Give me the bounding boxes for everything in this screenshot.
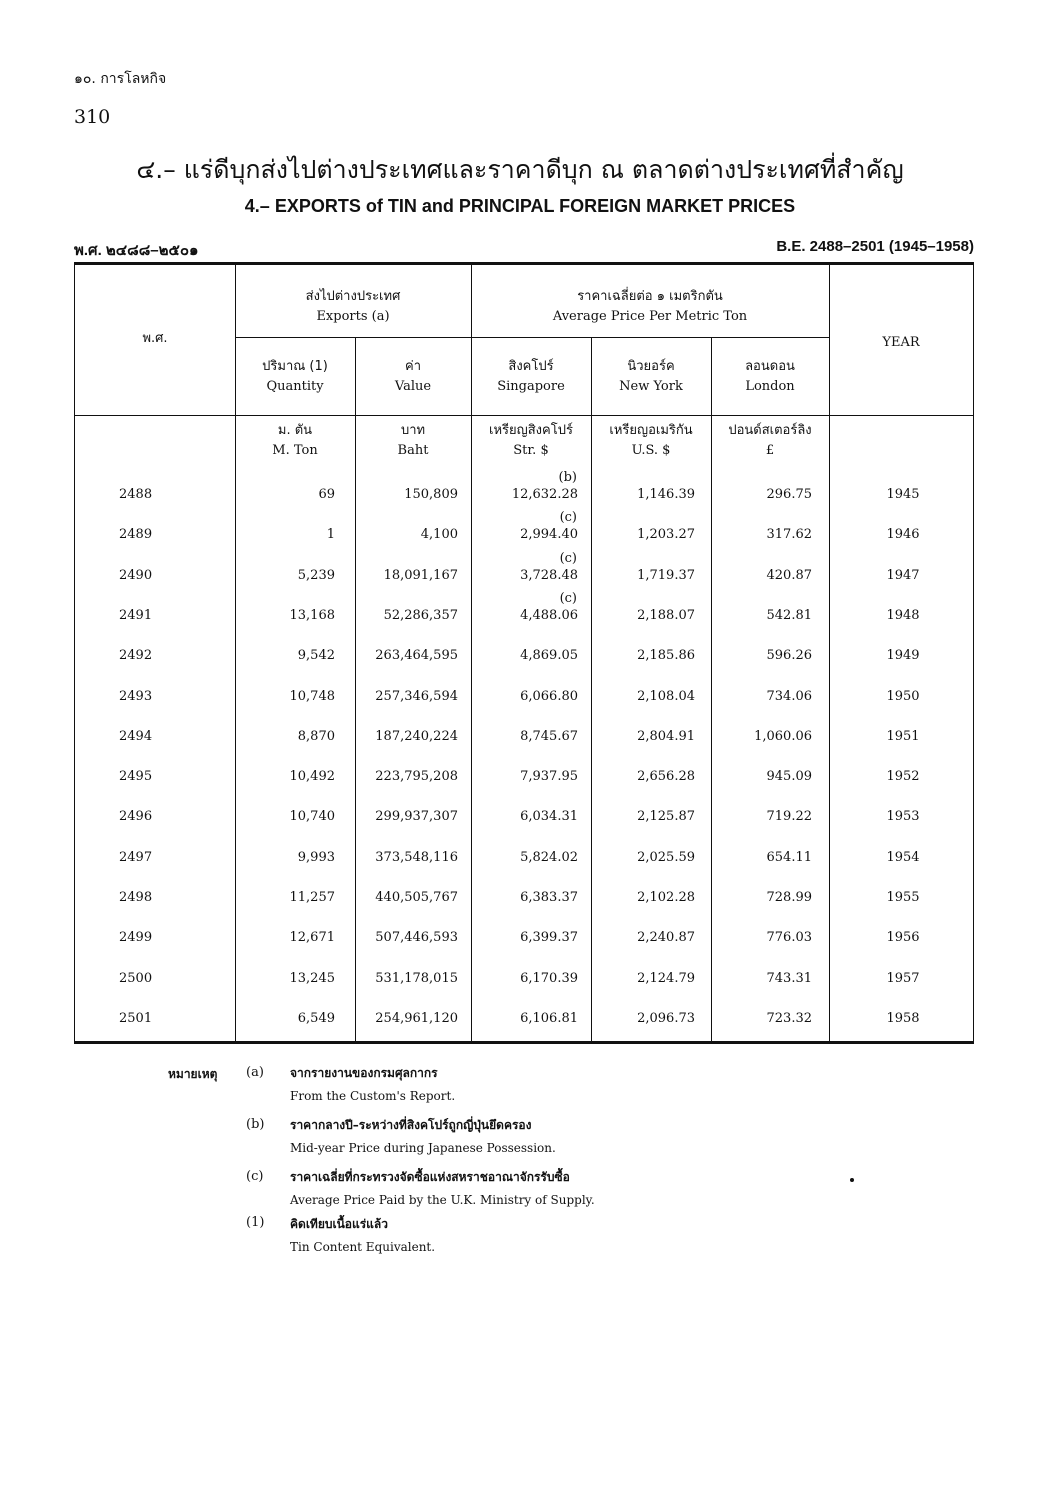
cell-new-york: 2,125.87 <box>637 809 695 825</box>
cell-london: 719.22 <box>766 809 812 825</box>
table-row <box>75 809 975 833</box>
cell-year: 1958 <box>886 1010 920 1026</box>
cell-new-york: 2,656.28 <box>637 769 695 785</box>
cell-year: 1955 <box>886 890 920 905</box>
unit-value: บาท Baht <box>397 423 429 458</box>
cell-year: 1948 <box>886 607 920 623</box>
header-exports-group: ส่งไปต่างประเทศ Exports (a) <box>305 289 401 324</box>
cell-quantity: 13,168 <box>289 607 335 623</box>
cell-singapore: 6,399.37 <box>520 930 578 946</box>
cell-quantity: 1 <box>326 527 335 543</box>
unit-new-york: เหรียญอเมริกัน U.S. $ <box>609 423 693 458</box>
cell-be: 2498 <box>119 890 153 905</box>
note-english: From the Custom's Report. <box>290 1089 456 1103</box>
cell-value: 254,961,120 <box>375 1010 458 1026</box>
cell-london: 654.11 <box>766 849 812 865</box>
cell-year: 1954 <box>886 849 920 865</box>
cell-quantity: 69 <box>318 487 335 502</box>
cell-london: 945.09 <box>766 769 812 785</box>
table-divider <box>75 415 973 416</box>
note-thai: ราคากลางปี–ระหว่างที่สิงคโปร์ถูกญี่ปุ่นยึดครอง <box>290 1118 532 1132</box>
table-row <box>75 769 975 793</box>
stray-dot-mark <box>850 1178 854 1182</box>
cell-value: 373,548,116 <box>375 849 458 865</box>
cell-quantity: 11,257 <box>289 890 335 905</box>
cell-new-york: 2,185.86 <box>637 648 695 664</box>
cell-value: 263,464,595 <box>375 648 458 664</box>
cell-be: 2495 <box>119 769 153 785</box>
footnote-marker: (c) <box>559 550 577 566</box>
cell-value: 299,937,307 <box>375 809 458 825</box>
note-english: Tin Content Equivalent. <box>290 1240 436 1254</box>
statistics-table <box>74 262 974 1044</box>
cell-new-york: 2,102.28 <box>637 890 695 905</box>
cell-year: 1946 <box>886 527 920 543</box>
cell-new-york: 2,240.87 <box>637 930 695 946</box>
cell-value: 257,346,594 <box>375 688 458 704</box>
cell-quantity: 10,748 <box>289 688 335 704</box>
table-row <box>75 729 975 753</box>
title-english: 4.– EXPORTS of TIN and PRINCIPAL FOREIGN MARKET PRICES <box>244 196 796 216</box>
table-divider <box>235 337 829 338</box>
cell-year: 1949 <box>886 648 920 664</box>
cell-quantity: 9,542 <box>297 648 335 664</box>
cell-quantity: 9,993 <box>297 849 335 865</box>
cell-london: 743.31 <box>766 970 812 986</box>
cell-london: 296.75 <box>766 487 812 502</box>
table-row <box>75 971 975 995</box>
table-row <box>75 850 975 874</box>
header-london: ลอนดอน London <box>745 359 795 394</box>
note-mark: (a) <box>246 1065 264 1080</box>
cell-new-york: 1,203.27 <box>637 527 695 543</box>
cell-year: 1945 <box>886 487 920 502</box>
header-new-york: นิวยอร์ค New York <box>619 359 683 394</box>
notes-label: หมายเหตุ <box>168 1067 218 1081</box>
cell-value: 150,809 <box>404 487 458 502</box>
note-thai: คิดเทียบเนื้อแร่แล้ว <box>290 1217 388 1231</box>
cell-singapore: 6,170.39 <box>520 970 578 986</box>
cell-value: 507,446,593 <box>375 930 458 946</box>
cell-year: 1950 <box>886 688 920 704</box>
cell-london: 734.06 <box>766 688 812 704</box>
header-year: YEAR <box>882 335 920 350</box>
table-row <box>75 689 975 713</box>
cell-value: 4,100 <box>420 527 458 543</box>
cell-london: 542.81 <box>766 607 812 623</box>
cell-be: 2496 <box>119 809 153 825</box>
header-quantity: ปริมาณ (1) Quantity <box>262 359 328 394</box>
header-be: พ.ศ. <box>142 331 168 346</box>
footnote-marker: (c) <box>559 510 577 526</box>
unit-singapore: เหรียญสิงคโปร์ Str. $ <box>489 423 573 458</box>
cell-singapore: 4,488.06 <box>520 607 578 623</box>
cell-quantity: 10,740 <box>289 809 335 825</box>
table-row <box>75 890 975 914</box>
unit-london: ปอนด์สเตอร์ลิง £ <box>728 423 812 458</box>
cell-new-york: 2,804.91 <box>637 728 695 744</box>
cell-new-york: 2,096.73 <box>637 1010 695 1026</box>
cell-new-york: 2,108.04 <box>637 688 695 704</box>
table-row <box>75 648 975 672</box>
cell-london: 317.62 <box>766 527 812 543</box>
cell-be: 2500 <box>119 970 153 986</box>
period-thai: พ.ศ. ๒๔๘๘–๒๕๐๑ <box>74 242 199 259</box>
table-row <box>75 470 975 511</box>
cell-quantity: 5,239 <box>297 567 335 583</box>
cell-be: 2499 <box>119 930 153 946</box>
cell-singapore: 7,937.95 <box>520 769 578 785</box>
cell-singapore: 2,994.40 <box>520 527 578 543</box>
footnote-marker: (c) <box>559 590 577 606</box>
cell-value: 18,091,167 <box>383 567 458 583</box>
cell-be: 2501 <box>119 1010 153 1026</box>
footnote-marker: (b) <box>558 470 577 485</box>
note-mark: (1) <box>246 1215 265 1230</box>
cell-value: 223,795,208 <box>375 769 458 785</box>
running-head: ๑๐. การโลหกิจ <box>74 71 167 87</box>
header-singapore: สิงคโปร์ Singapore <box>497 359 565 394</box>
cell-singapore: 5,824.02 <box>520 849 578 865</box>
cell-year: 1947 <box>886 567 920 583</box>
cell-be: 2494 <box>119 728 153 744</box>
cell-be: 2492 <box>119 648 153 664</box>
cell-singapore: 6,383.37 <box>520 890 578 905</box>
cell-quantity: 10,492 <box>289 769 335 785</box>
note-thai: จากรายงานของกรมศุลกากร <box>290 1066 438 1080</box>
cell-year: 1953 <box>886 809 920 825</box>
page-number: 310 <box>74 106 111 128</box>
cell-quantity: 6,549 <box>297 1010 335 1026</box>
cell-be: 2491 <box>119 607 153 623</box>
note-mark: (b) <box>246 1117 265 1132</box>
cell-london: 723.32 <box>766 1010 812 1026</box>
table-row <box>75 1011 975 1035</box>
cell-be: 2497 <box>119 849 153 865</box>
cell-singapore: 6,106.81 <box>520 1010 578 1026</box>
title-thai: ๔.– แร่ดีบุกส่งไปต่างประเทศและราคาดีบุก ณ ตลาดต่างประเทศที่สำคัญ <box>136 155 904 184</box>
cell-year: 1956 <box>886 930 920 946</box>
cell-quantity: 12,671 <box>289 930 335 946</box>
cell-singapore: 8,745.67 <box>520 728 578 744</box>
cell-singapore: 6,066.80 <box>520 688 578 704</box>
cell-quantity: 8,870 <box>297 728 335 744</box>
cell-value: 52,286,357 <box>383 607 458 623</box>
header-price-group: ราคาเฉลี่ยต่อ ๑ เมตริกตัน Average Price Per Metric Ton <box>552 289 748 324</box>
cell-be: 2493 <box>119 688 153 704</box>
table-row <box>75 510 975 551</box>
cell-new-york: 1,146.39 <box>637 487 695 502</box>
cell-year: 1951 <box>886 728 920 744</box>
cell-london: 728.99 <box>766 890 812 905</box>
cell-london: 776.03 <box>766 930 812 946</box>
cell-new-york: 2,124.79 <box>637 970 695 986</box>
cell-london: 1,060.06 <box>754 728 812 744</box>
cell-new-york: 1,719.37 <box>637 567 695 583</box>
cell-value: 187,240,224 <box>375 728 458 744</box>
unit-quantity: ม. ตัน M. Ton <box>272 423 318 458</box>
note-mark: (c) <box>246 1169 264 1184</box>
cell-new-york: 2,188.07 <box>637 607 695 623</box>
table-row <box>75 550 975 592</box>
cell-year: 1957 <box>886 970 920 986</box>
table-row <box>75 930 975 954</box>
cell-london: 596.26 <box>766 648 812 664</box>
cell-value: 440,505,767 <box>375 890 458 905</box>
cell-value: 531,178,015 <box>375 970 458 986</box>
header-value: ค่า Value <box>394 359 432 394</box>
cell-singapore: 12,632.28 <box>511 487 578 502</box>
cell-quantity: 13,245 <box>289 970 335 986</box>
cell-new-york: 2,025.59 <box>637 849 695 865</box>
note-thai: ราคาเฉลี่ยที่กระทรวงจัดซื้อแห่งสหราชอาณาจักรรับซื้อ <box>290 1170 570 1184</box>
cell-year: 1952 <box>886 769 920 785</box>
table-row <box>75 590 975 632</box>
period-english: B.E. 2488–2501 (1945–1958) <box>776 238 974 255</box>
note-english: Mid-year Price during Japanese Possession. <box>290 1141 556 1155</box>
cell-singapore: 4,869.05 <box>520 648 578 664</box>
cell-be: 2490 <box>119 567 153 583</box>
cell-singapore: 3,728.48 <box>520 567 578 583</box>
cell-singapore: 6,034.31 <box>520 809 578 825</box>
cell-london: 420.87 <box>766 567 812 583</box>
cell-be: 2489 <box>119 527 153 543</box>
cell-be: 2488 <box>119 487 153 502</box>
note-english: Average Price Paid by the U.K. Ministry of Supply. <box>290 1193 595 1207</box>
